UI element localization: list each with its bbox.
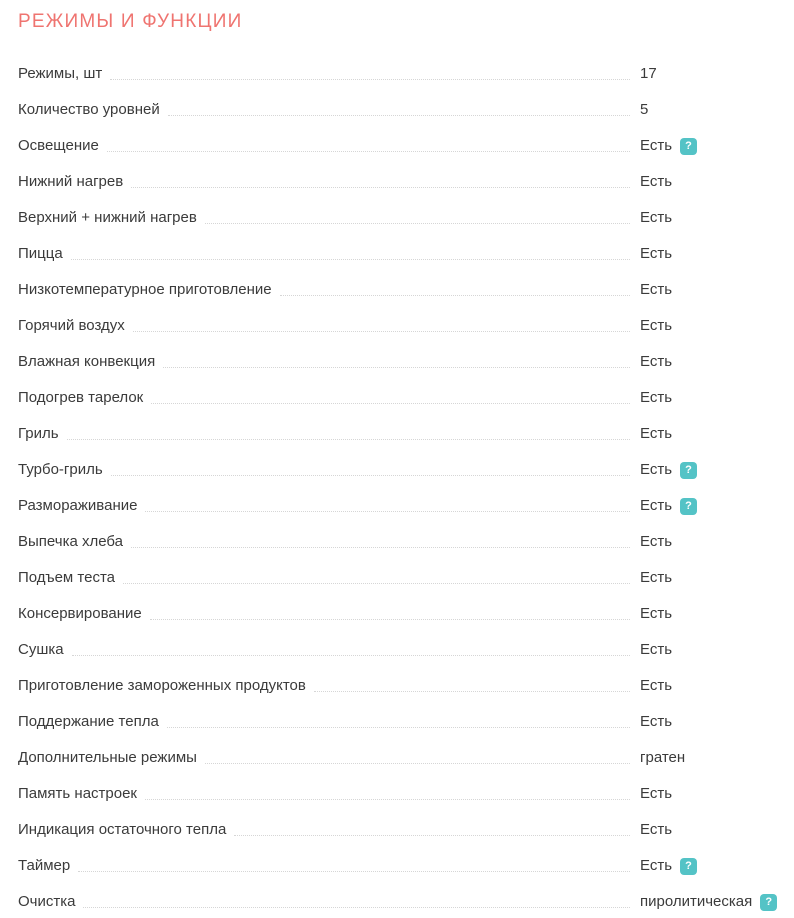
spec-label: Гриль	[18, 425, 59, 442]
question-mark-icon[interactable]: ?	[760, 894, 777, 911]
dotted-leader	[167, 727, 630, 728]
dotted-leader	[205, 223, 630, 224]
spec-label: Индикация остаточного тепла	[18, 821, 227, 838]
spec-label: Сушка	[18, 641, 64, 658]
spec-value: Есть	[640, 605, 673, 622]
question-mark-icon[interactable]: ?	[680, 462, 697, 479]
spec-value: Есть	[640, 137, 673, 154]
spec-value-cell	[640, 740, 794, 776]
spec-value-cell	[640, 272, 794, 308]
spec-label: Подъем теста	[18, 569, 116, 586]
spec-value: Есть	[640, 281, 673, 298]
spec-value-cell	[640, 596, 794, 632]
spec-value-cell	[640, 56, 794, 92]
dotted-leader	[71, 259, 630, 260]
spec-row	[0, 668, 794, 704]
spec-value: Есть	[640, 569, 673, 586]
spec-label: Дополнительные режимы	[18, 749, 197, 766]
spec-row	[0, 776, 794, 812]
spec-label: Низкотемпературное приготовление	[18, 281, 272, 298]
dotted-leader	[151, 403, 630, 404]
spec-value: Есть	[640, 173, 673, 190]
spec-value-cell	[640, 236, 794, 272]
spec-value: 17	[640, 65, 657, 82]
spec-list	[0, 56, 794, 918]
spec-value: Есть	[640, 677, 673, 694]
spec-label: Горячий воздух	[18, 317, 125, 334]
dotted-leader	[67, 439, 630, 440]
spec-value: Есть	[640, 425, 673, 442]
spec-label: Турбо-гриль	[18, 461, 103, 478]
spec-value: Есть	[640, 641, 673, 658]
spec-row	[0, 128, 794, 164]
dotted-leader	[145, 511, 630, 512]
dotted-leader	[78, 871, 630, 872]
spec-value: Есть	[640, 317, 673, 334]
dotted-leader	[314, 691, 630, 692]
dotted-leader	[168, 115, 630, 116]
dotted-leader	[110, 79, 630, 80]
spec-row	[0, 92, 794, 128]
spec-row	[0, 848, 794, 884]
spec-value-cell	[640, 452, 794, 488]
spec-label: Размораживание	[18, 497, 138, 514]
spec-label: Поддержание тепла	[18, 713, 159, 730]
spec-label: Консервирование	[18, 605, 142, 622]
spec-row	[0, 308, 794, 344]
spec-row	[0, 560, 794, 596]
spec-label: Выпечка хлеба	[18, 533, 123, 550]
spec-label: Нижний нагрев	[18, 173, 124, 190]
spec-label: Режимы, шт	[18, 65, 103, 82]
dotted-leader	[72, 655, 630, 656]
dotted-leader	[123, 583, 630, 584]
spec-row	[0, 236, 794, 272]
spec-value-cell	[640, 704, 794, 740]
spec-value-cell	[640, 524, 794, 560]
spec-row	[0, 416, 794, 452]
spec-row	[0, 56, 794, 92]
spec-row	[0, 452, 794, 488]
section-title: РЕЖИМЫ И ФУНКЦИИ	[18, 11, 243, 32]
spec-value-cell	[640, 812, 794, 848]
spec-value-cell	[640, 308, 794, 344]
spec-row	[0, 200, 794, 236]
spec-row	[0, 164, 794, 200]
spec-row	[0, 632, 794, 668]
spec-row	[0, 380, 794, 416]
spec-label: Влажная конвекция	[18, 353, 156, 370]
spec-label: Очистка	[18, 893, 76, 910]
spec-label: Пицца	[18, 245, 63, 262]
spec-value: Есть	[640, 209, 673, 226]
spec-row	[0, 272, 794, 308]
spec-row	[0, 596, 794, 632]
spec-value: 5	[640, 101, 649, 118]
spec-row	[0, 488, 794, 524]
spec-value-cell	[640, 128, 794, 164]
dotted-leader	[234, 835, 630, 836]
dotted-leader	[205, 763, 630, 764]
spec-value-cell	[640, 668, 794, 704]
spec-value-cell	[640, 776, 794, 812]
spec-row	[0, 704, 794, 740]
spec-label: Верхний + нижний нагрев	[18, 209, 197, 226]
spec-value-cell	[640, 164, 794, 200]
spec-value: Есть	[640, 713, 673, 730]
spec-row	[0, 740, 794, 776]
dotted-leader	[131, 187, 630, 188]
spec-value-cell	[640, 380, 794, 416]
question-mark-icon[interactable]: ?	[680, 858, 697, 875]
spec-value-cell	[640, 560, 794, 596]
spec-label: Количество уровней	[18, 101, 160, 118]
spec-value: гратен	[640, 749, 686, 766]
spec-value: Есть	[640, 821, 673, 838]
spec-value-cell	[640, 632, 794, 668]
spec-label: Приготовление замороженных продуктов	[18, 677, 306, 694]
spec-value-cell	[640, 884, 794, 918]
spec-value-cell	[640, 344, 794, 380]
dotted-leader	[83, 907, 630, 908]
spec-label: Подогрев тарелок	[18, 389, 144, 406]
spec-value-cell	[640, 92, 794, 128]
spec-label: Таймер	[18, 857, 71, 874]
spec-value-cell	[640, 200, 794, 236]
spec-value-cell	[640, 416, 794, 452]
spec-row	[0, 884, 794, 918]
dotted-leader	[111, 475, 630, 476]
dotted-leader	[150, 619, 630, 620]
dotted-leader	[280, 295, 630, 296]
spec-value: пиролитическая	[640, 893, 753, 910]
dotted-leader	[163, 367, 630, 368]
question-mark-icon[interactable]: ?	[680, 138, 697, 155]
spec-value-cell	[640, 848, 794, 884]
spec-value: Есть	[640, 785, 673, 802]
dotted-leader	[131, 547, 630, 548]
spec-value: Есть	[640, 389, 673, 406]
spec-value-cell	[640, 488, 794, 524]
dotted-leader	[133, 331, 630, 332]
spec-label: Память настроек	[18, 785, 137, 802]
spec-value: Есть	[640, 533, 673, 550]
question-mark-icon[interactable]: ?	[680, 498, 697, 515]
spec-value: Есть	[640, 497, 673, 514]
dotted-leader	[107, 151, 630, 152]
spec-value: Есть	[640, 245, 673, 262]
spec-value: Есть	[640, 461, 673, 478]
spec-row	[0, 812, 794, 848]
spec-row	[0, 524, 794, 560]
dotted-leader	[145, 799, 630, 800]
spec-label: Освещение	[18, 137, 99, 154]
spec-value: Есть	[640, 353, 673, 370]
spec-value: Есть	[640, 857, 673, 874]
spec-row	[0, 344, 794, 380]
